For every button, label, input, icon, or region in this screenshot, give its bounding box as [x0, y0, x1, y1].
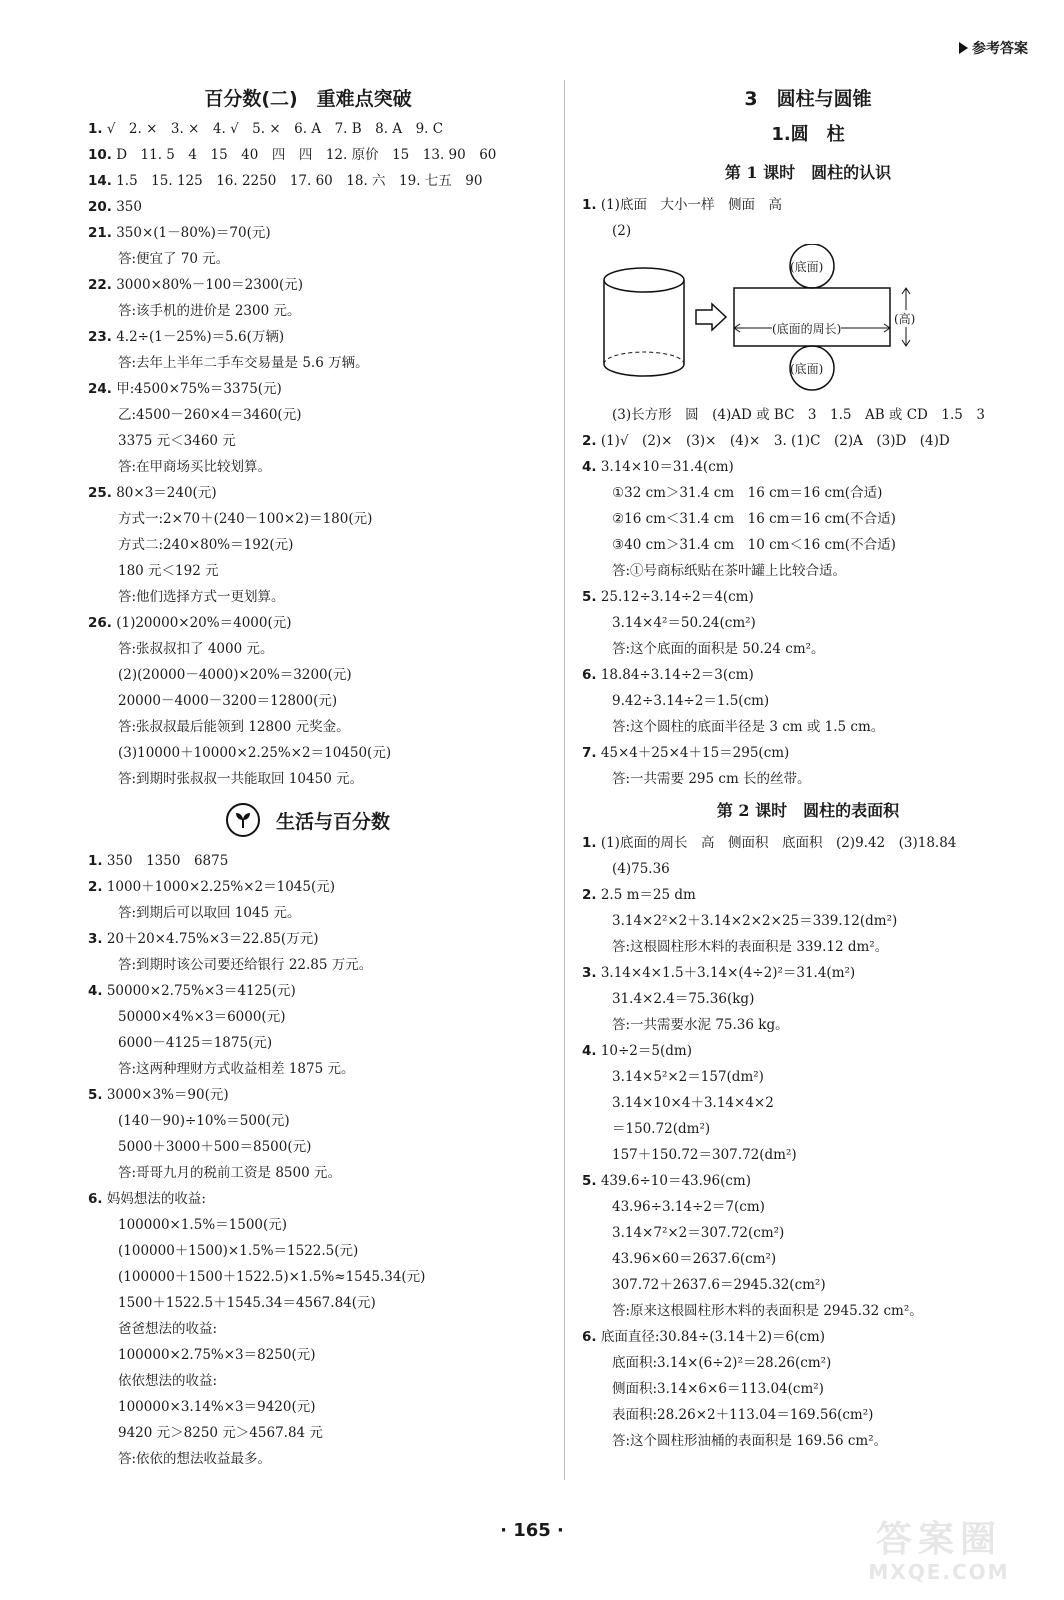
answer-text: 43.96×60＝2637.6(cm²) — [612, 1251, 777, 1267]
answer-line — [88, 1290, 528, 1316]
subchapter-title: 1.圆 柱 — [771, 124, 845, 145]
answer-line — [88, 766, 528, 792]
answer-line — [88, 350, 528, 376]
answer-line — [88, 454, 528, 480]
answer-line — [582, 934, 1034, 960]
answer-text: 4.2÷(1－25%)＝5.6(万辆) — [111, 329, 285, 345]
answer-line — [88, 116, 528, 142]
question-number: 26. — [88, 615, 112, 631]
answer-text: 答:在甲商场买比较划算。 — [118, 459, 272, 475]
answer-text: (1)底面的周长 高 侧面积 底面积 (2)9.42 (3)18.84 — [596, 835, 957, 851]
answer-line — [582, 1194, 1034, 1220]
watermark-url: MXQE.COM — [868, 1560, 1010, 1584]
answer-text: (100000＋1500)×1.5%＝1522.5(元) — [118, 1243, 359, 1259]
answer-text: 答:原来这根圆柱形木料的表面积是 2945.32 cm²。 — [612, 1303, 923, 1319]
cylinder-net-diagram — [582, 244, 1034, 402]
answer-line — [582, 610, 1034, 636]
answer-line — [88, 220, 528, 246]
question-number: 5. — [582, 589, 597, 605]
answer-text: 3.14×2²×2＋3.14×2×2×25＝339.12(dm²) — [612, 913, 898, 929]
answer-text: √ 2. × 3. × 4. √ 5. × 6. A 7. B 8. A 9. C — [102, 121, 444, 137]
question-number: 3. — [582, 965, 597, 981]
question-number: 10. — [88, 147, 112, 163]
answer-line — [88, 688, 528, 714]
answer-line — [88, 480, 528, 506]
answer-line — [88, 194, 528, 220]
answer-text: 3.14×10×4＋3.14×4×2 — [612, 1095, 774, 1111]
answer-line — [88, 662, 528, 688]
answer-text: 3.14×4²＝50.24(cm²) — [612, 615, 756, 631]
answer-text: ②16 cm＜31.4 cm 16 cm＝16 cm(不合适) — [612, 511, 896, 527]
answer-text: 答:便宜了 70 元。 — [118, 251, 230, 267]
answer-text: 10÷2＝5(dm) — [596, 1043, 692, 1059]
question-number: 21. — [88, 225, 112, 241]
answer-text: 1.5 15. 125 16. 2250 17. 60 18. 六 19. 七五 90 — [111, 173, 483, 189]
answer-text: (1)20000×20%＝4000(元) — [111, 615, 292, 631]
answer-line — [88, 558, 528, 584]
answer-line — [582, 1428, 1034, 1454]
question-number: 22. — [88, 277, 112, 293]
question-number: 23. — [88, 329, 112, 345]
answer-line — [582, 1064, 1034, 1090]
answer-line — [582, 662, 1034, 688]
height-label: (高) — [894, 312, 916, 326]
answer-line — [88, 900, 528, 926]
question-number: 5. — [582, 1173, 597, 1189]
answer-text: 依依想法的收益: — [118, 1373, 218, 1389]
answer-text: 答:这个圆柱形油桶的表面积是 169.56 cm²。 — [612, 1433, 888, 1449]
answer-text: (3)10000＋10000×2.25%×2＝10450(元) — [118, 745, 392, 761]
answer-line — [88, 1082, 528, 1108]
answer-line — [88, 978, 528, 1004]
answer-line — [582, 1324, 1034, 1350]
question-number: 5. — [88, 1087, 103, 1103]
answer-text: 100000×1.5%＝1500(元) — [118, 1217, 288, 1233]
answer-text: 答:一共需要水泥 75.36 kg。 — [612, 1017, 789, 1033]
answer-line — [88, 1056, 528, 1082]
answer-text: 底面直径:30.84÷(3.14＋2)＝6(cm) — [596, 1329, 825, 1345]
answer-text: ①32 cm＞31.4 cm 16 cm＝16 cm(合适) — [612, 485, 883, 501]
answer-line — [582, 1376, 1034, 1402]
answer-text: (100000＋1500＋1522.5)×1.5%≈1545.34(元) — [118, 1269, 426, 1285]
answer-text: 答:张叔叔扣了 4000 元。 — [118, 641, 274, 657]
answer-text: 25.12÷3.14÷2＝4(cm) — [596, 589, 754, 605]
section-title: 生活与百分数 — [275, 810, 390, 833]
answer-line — [88, 1264, 528, 1290]
answer-line — [88, 1316, 528, 1342]
answer-text: 答:他们选择方式一更划算。 — [118, 589, 285, 605]
answer-line — [582, 1272, 1034, 1298]
answer-line — [88, 506, 528, 532]
question-number: 1. — [88, 853, 103, 869]
answer-line — [582, 1116, 1034, 1142]
answer-line — [88, 1186, 528, 1212]
arrow-icon — [696, 304, 726, 330]
answer-line — [582, 986, 1034, 1012]
watermark-text: 答案圈 — [875, 1519, 1002, 1560]
answer-text: 20000－4000－3200＝12800(元) — [118, 693, 338, 709]
answer-line — [582, 1246, 1034, 1272]
answer-line — [582, 766, 1034, 792]
chapter-title: 3 圆柱与圆锥 — [744, 88, 872, 110]
answer-line — [582, 714, 1034, 740]
answer-line — [582, 1402, 1034, 1428]
answer-line — [88, 874, 528, 900]
page-number-value: 165 — [513, 1520, 551, 1541]
answer-line — [88, 142, 528, 168]
answer-text: 307.72＋2637.6＝2945.32(cm²) — [612, 1277, 826, 1293]
answer-line — [582, 192, 1034, 218]
left-column — [88, 82, 528, 1472]
answer-text: (4)75.36 — [612, 861, 670, 877]
answer-text: 6000－4125＝1875(元) — [118, 1035, 273, 1051]
answer-text: 9.42÷3.14÷2＝1.5(cm) — [612, 693, 770, 709]
answer-text: 3.14×5²×2＝157(dm²) — [612, 1069, 764, 1085]
answer-text: 答:张叔叔最后能领到 12800 元奖金。 — [118, 719, 350, 735]
answer-line — [582, 1012, 1034, 1038]
answer-line — [88, 1004, 528, 1030]
answer-line — [88, 402, 528, 428]
answer-text: 答:这根圆柱形木料的表面积是 339.12 dm²。 — [612, 939, 889, 955]
answer-text: 5000＋3000＋500＝8500(元) — [118, 1139, 312, 1155]
answer-line — [88, 324, 528, 350]
answer-text: (1)底面 大小一样 侧面 高 — [596, 197, 782, 213]
answer-text: 439.6÷10＝43.96(cm) — [596, 1173, 752, 1189]
answer-text: 31.4×2.4＝75.36(kg) — [612, 991, 755, 1007]
answer-text: 350 — [111, 199, 142, 215]
cylinder-shape — [604, 268, 684, 376]
answer-text: 3000×80%－100＝2300(元) — [111, 277, 304, 293]
question-number: 4. — [88, 983, 103, 999]
answer-line — [582, 1168, 1034, 1194]
question-number: 24. — [88, 381, 112, 397]
answer-text: 3000×3%＝90(元) — [102, 1087, 229, 1103]
question-number: 6. — [582, 667, 597, 683]
answer-list — [582, 830, 1034, 1454]
answer-text: 侧面积:3.14×6×6＝113.04(cm²) — [612, 1381, 824, 1397]
answer-text: ③40 cm＞31.4 cm 10 cm＜16 cm(不合适) — [612, 537, 896, 553]
answer-line — [582, 558, 1034, 584]
answer-list — [88, 116, 528, 792]
answer-line — [582, 830, 1034, 856]
answer-text: 答:到期后可以取回 1045 元。 — [118, 905, 301, 921]
answer-line — [88, 584, 528, 610]
answer-text: 43.96÷3.14÷2＝7(cm) — [612, 1199, 765, 1215]
answer-line — [88, 1108, 528, 1134]
answer-text: 50000×4%×3＝6000(元) — [118, 1009, 286, 1025]
answer-line — [88, 740, 528, 766]
answer-line — [582, 636, 1034, 662]
answer-text: 表面积:28.26×2＋113.04＝169.56(cm²) — [612, 1407, 874, 1423]
answer-text: 乙:4500－260×4＝3460(元) — [118, 407, 302, 423]
question-number: 4. — [582, 459, 597, 475]
sprout-icon — [226, 803, 260, 837]
answer-list — [582, 402, 1034, 792]
answer-line — [582, 218, 1034, 244]
answer-line — [582, 740, 1034, 766]
answer-line — [88, 1030, 528, 1056]
answer-text: 爸爸想法的收益: — [118, 1321, 218, 1337]
answer-text: 答:这个圆柱的底面半径是 3 cm 或 1.5 cm。 — [612, 719, 885, 735]
question-number: 2. — [582, 887, 597, 903]
answer-text: 答:这个底面的面积是 50.24 cm²。 — [612, 641, 825, 657]
answer-text: 底面积:3.14×(6÷2)²＝28.26(cm²) — [612, 1355, 832, 1371]
answer-text: 350 1350 6875 — [102, 853, 229, 869]
question-number: 4. — [582, 1043, 597, 1059]
answer-line — [582, 1220, 1034, 1246]
section-heading — [88, 792, 528, 848]
answer-text: 50000×2.75%×3＝4125(元) — [102, 983, 296, 999]
answer-text: 答:到期时张叔叔一共能取回 10450 元。 — [118, 771, 364, 787]
answer-text: 45×4＋25×4＋15＝295(cm) — [596, 745, 790, 761]
answer-line — [88, 1394, 528, 1420]
answer-text: 80×3＝240(元) — [111, 485, 217, 501]
answer-line — [88, 1160, 528, 1186]
answer-text: 2.5 m＝25 dm — [596, 887, 696, 903]
answer-line — [582, 960, 1034, 986]
answer-text: 妈妈想法的收益: — [102, 1191, 206, 1207]
answer-line — [582, 1090, 1034, 1116]
answer-line — [582, 532, 1034, 558]
answer-text: D 11. 5 4 15 40 四 四 12. 原价 15 13. 90 60 — [111, 147, 497, 163]
answer-line — [88, 428, 528, 454]
answer-line — [88, 610, 528, 636]
question-number: 2. — [88, 879, 103, 895]
triangle-icon — [959, 42, 968, 54]
answer-text: (2)(20000－4000)×20%＝3200(元) — [118, 667, 352, 683]
answer-text: (140－90)÷10%＝500(元) — [118, 1113, 290, 1129]
answer-line — [582, 402, 1034, 428]
answer-line — [582, 1038, 1034, 1064]
answer-line — [582, 1350, 1034, 1376]
answer-text: 答:一共需要 295 cm 长的丝带。 — [612, 771, 811, 787]
answer-line — [582, 856, 1034, 882]
answer-text: 350×(1－80%)＝70(元) — [111, 225, 271, 241]
answer-text: 3.14×7²×2＝307.72(cm²) — [612, 1225, 785, 1241]
answer-line — [88, 246, 528, 272]
answer-text: 157＋150.72＝307.72(dm²) — [612, 1147, 797, 1163]
perimeter-label: (底面的周长) — [772, 322, 842, 336]
answer-line — [582, 454, 1034, 480]
answer-text: 3.14×10＝31.4(cm) — [596, 459, 734, 475]
answer-text: 9420 元＞8250 元＞4567.84 元 — [118, 1425, 323, 1441]
page-header — [959, 38, 1028, 58]
answer-text: (1)√ (2)× (3)× (4)× 3. (1)C (2)A (3)D (4)D — [596, 433, 950, 449]
answer-text: 答:依依的想法收益最多。 — [118, 1451, 272, 1467]
answer-line — [88, 636, 528, 662]
top-circle-label: (底面) — [790, 260, 824, 274]
answer-text: 100000×3.14%×3＝9420(元) — [118, 1399, 316, 1415]
answer-list — [582, 192, 1034, 244]
answer-text: ＝150.72(dm²) — [612, 1121, 711, 1137]
answer-text: 甲:4500×75%＝3375(元) — [111, 381, 282, 397]
question-number: 14. — [88, 173, 112, 189]
question-number: 1. — [582, 835, 597, 851]
column-divider — [564, 80, 565, 1480]
question-number: 1. — [88, 121, 103, 137]
answer-line — [88, 1420, 528, 1446]
answer-text: 答:去年上半年二手车交易量是 5.6 万辆。 — [118, 355, 369, 371]
answer-text: 3375 元＜3460 元 — [118, 433, 236, 449]
question-number: 2. — [582, 433, 597, 449]
answer-line — [88, 848, 528, 874]
lesson-title: 第 2 课时 圆柱的表面积 — [716, 801, 900, 820]
lesson-title: 第 1 课时 圆柱的认识 — [724, 163, 892, 182]
answer-text: (2) — [612, 223, 632, 239]
watermark-logo — [844, 1520, 1034, 1586]
answer-list — [88, 848, 528, 1472]
answer-line — [88, 532, 528, 558]
answer-line — [88, 952, 528, 978]
answer-text: 答:这两种理财方式收益相差 1875 元。 — [118, 1061, 355, 1077]
answer-line — [582, 480, 1034, 506]
answer-line — [88, 714, 528, 740]
answer-line — [88, 376, 528, 402]
section-title: 百分数(二) 重难点突破 — [204, 88, 412, 110]
answer-text: 答:到期时该公司要还给银行 22.85 万元。 — [118, 957, 373, 973]
answer-text: 100000×2.75%×3＝8250(元) — [118, 1347, 316, 1363]
answer-line — [582, 1298, 1034, 1324]
question-number: 25. — [88, 485, 112, 501]
answer-line — [88, 1446, 528, 1472]
question-number: 6. — [582, 1329, 597, 1345]
answer-text: 18.84÷3.14÷2＝3(cm) — [596, 667, 754, 683]
answer-line — [88, 1342, 528, 1368]
answer-text: 1000＋1000×2.25%×2＝1045(元) — [102, 879, 336, 895]
answer-line — [88, 1212, 528, 1238]
answer-text: 方式一:2×70＋(240－100×2)＝180(元) — [118, 511, 373, 527]
question-number: 1. — [582, 197, 597, 213]
answer-text: 答:①号商标纸贴在茶叶罐上比较合适。 — [612, 563, 847, 579]
answer-line — [582, 584, 1034, 610]
answer-line — [582, 882, 1034, 908]
answer-line — [88, 926, 528, 952]
answer-text: (3)长方形 圆 (4)AD 或 BC 3 1.5 AB 或 CD 1.5 3 — [612, 407, 985, 423]
question-number: 7. — [582, 745, 597, 761]
answer-text: 3.14×4×1.5＋3.14×(4÷2)²＝31.4(m²) — [596, 965, 856, 981]
answer-line — [88, 168, 528, 194]
question-number: 3. — [88, 931, 103, 947]
question-number: 20. — [88, 199, 112, 215]
page-number: · 165 · — [500, 1520, 564, 1541]
answer-text: 方式二:240×80%＝192(元) — [118, 537, 294, 553]
answer-text: 20＋20×4.75%×3＝22.85(万元) — [102, 931, 319, 947]
header-label: 参考答案 — [972, 41, 1028, 57]
answer-text: 180 元＜192 元 — [118, 563, 219, 579]
answer-line — [88, 1368, 528, 1394]
right-column — [582, 82, 1034, 1454]
answer-line — [582, 688, 1034, 714]
answer-text: 1500＋1522.5＋1545.34＝4567.84(元) — [118, 1295, 376, 1311]
answer-text: 答:该手机的进价是 2300 元。 — [118, 303, 301, 319]
bottom-circle-label: (底面) — [790, 362, 824, 376]
answer-line — [582, 1142, 1034, 1168]
question-number: 6. — [88, 1191, 103, 1207]
answer-line — [582, 506, 1034, 532]
answer-line — [582, 428, 1034, 454]
answer-line — [88, 272, 528, 298]
answer-text: 答:哥哥九月的税前工资是 8500 元。 — [118, 1165, 341, 1181]
answer-line — [88, 1134, 528, 1160]
answer-line — [88, 298, 528, 324]
answer-line — [88, 1238, 528, 1264]
answer-line — [582, 908, 1034, 934]
